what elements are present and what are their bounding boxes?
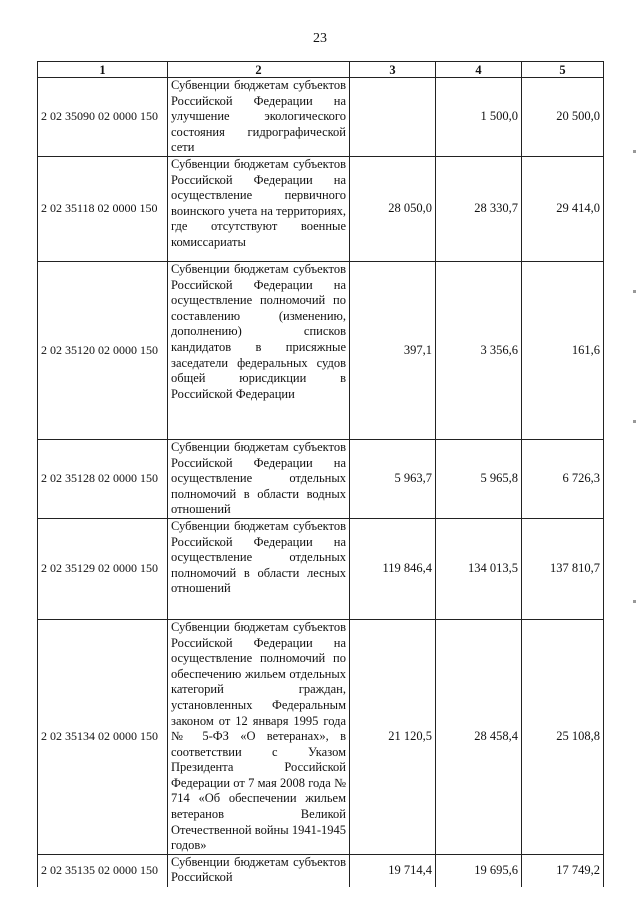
- budget-code-cell: 2 02 35120 02 0000 150: [38, 261, 168, 439]
- scan-speck: [633, 150, 636, 153]
- value-col5-cell: 137 810,7: [522, 518, 604, 619]
- description-cell: Субвенции бюджетам субъектов Российской: [168, 854, 350, 887]
- value-col4-cell: 28 330,7: [436, 156, 522, 261]
- budget-code-cell: 2 02 35128 02 0000 150: [38, 439, 168, 518]
- budget-code-cell: 2 02 35090 02 0000 150: [38, 78, 168, 157]
- table-row: [38, 78, 604, 157]
- value-col5-cell: 161,6: [522, 261, 604, 439]
- value-col5-cell: 25 108,8: [522, 619, 604, 854]
- value-col5-cell: 20 500,0: [522, 78, 604, 157]
- table-row: [38, 854, 604, 887]
- budget-code-cell: 2 02 35118 02 0000 150: [38, 156, 168, 261]
- table-row: [38, 619, 604, 854]
- column-header-2: 2: [168, 62, 350, 78]
- value-col3-cell: [350, 78, 436, 157]
- value-col4-cell: 3 356,6: [436, 261, 522, 439]
- scan-speck: [633, 420, 636, 423]
- page-number: 23: [313, 31, 327, 46]
- table-row: [38, 439, 604, 518]
- value-col4-cell: 1 500,0: [436, 78, 522, 157]
- value-col3-cell: 21 120,5: [350, 619, 436, 854]
- column-header-4: 4: [436, 62, 522, 78]
- description-cell: Субвенции бюджетам субъектов Российской Федерации на осуществление первичного воинского учета на территориях, где отсутствуют военные комиссариаты: [168, 156, 350, 261]
- budget-code-cell: 2 02 35135 02 0000 150: [38, 854, 168, 887]
- column-header-1: 1: [38, 62, 168, 78]
- value-col3-cell: 19 714,4: [350, 854, 436, 887]
- value-col4-cell: 134 013,5: [436, 518, 522, 619]
- scan-speck: [633, 600, 636, 603]
- description-cell: Субвенции бюджетам субъектов Российской Федерации на осуществление полномочий по составлению (изменению, дополнению) списков кандидатов в присяжные заседатели федеральных судов общей юрисдикции в Российской Федерации: [168, 261, 350, 439]
- value-col4-cell: 28 458,4: [436, 619, 522, 854]
- column-header-5: 5: [522, 62, 604, 78]
- budget-code-cell: 2 02 35134 02 0000 150: [38, 619, 168, 854]
- value-col4-cell: 19 695,6: [436, 854, 522, 887]
- value-col3-cell: 397,1: [350, 261, 436, 439]
- table-row: [38, 156, 604, 261]
- value-col5-cell: 6 726,3: [522, 439, 604, 518]
- value-col3-cell: 119 846,4: [350, 518, 436, 619]
- budget-table: [37, 61, 604, 887]
- description-cell: Субвенции бюджетам субъектов Российской Федерации на осуществление отдельных полномочий в области водных отношений: [168, 439, 350, 518]
- budget-code-cell: 2 02 35129 02 0000 150: [38, 518, 168, 619]
- table-row: [38, 261, 604, 439]
- value-col3-cell: 28 050,0: [350, 156, 436, 261]
- value-col4-cell: 5 965,8: [436, 439, 522, 518]
- description-cell: Субвенции бюджетам субъектов Российской Федерации на осуществление полномочий по обеспечению жильем отдельных категорий граждан, установленных Федеральным законом от 12 января 1995 года № 5-ФЗ «О ветеранах», в соответствии с Указом Президента Российской Федерации от 7 мая 2008 года № 714 «Об обеспечении жильем ветеранов Великой Отечественной войны 1941-1945 годов»: [168, 619, 350, 854]
- value-col5-cell: 29 414,0: [522, 156, 604, 261]
- description-cell: Субвенции бюджетам субъектов Российской Федерации на улучшение экологического состояния гидрографической сети: [168, 78, 350, 157]
- scan-speck: [633, 290, 636, 293]
- value-col3-cell: 5 963,7: [350, 439, 436, 518]
- value-col5-cell: 17 749,2: [522, 854, 604, 887]
- description-cell: Субвенции бюджетам субъектов Российской Федерации на осуществление отдельных полномочий в области лесных отношений: [168, 518, 350, 619]
- column-header-3: 3: [350, 62, 436, 78]
- header-row: [38, 62, 604, 78]
- table-row: [38, 518, 604, 619]
